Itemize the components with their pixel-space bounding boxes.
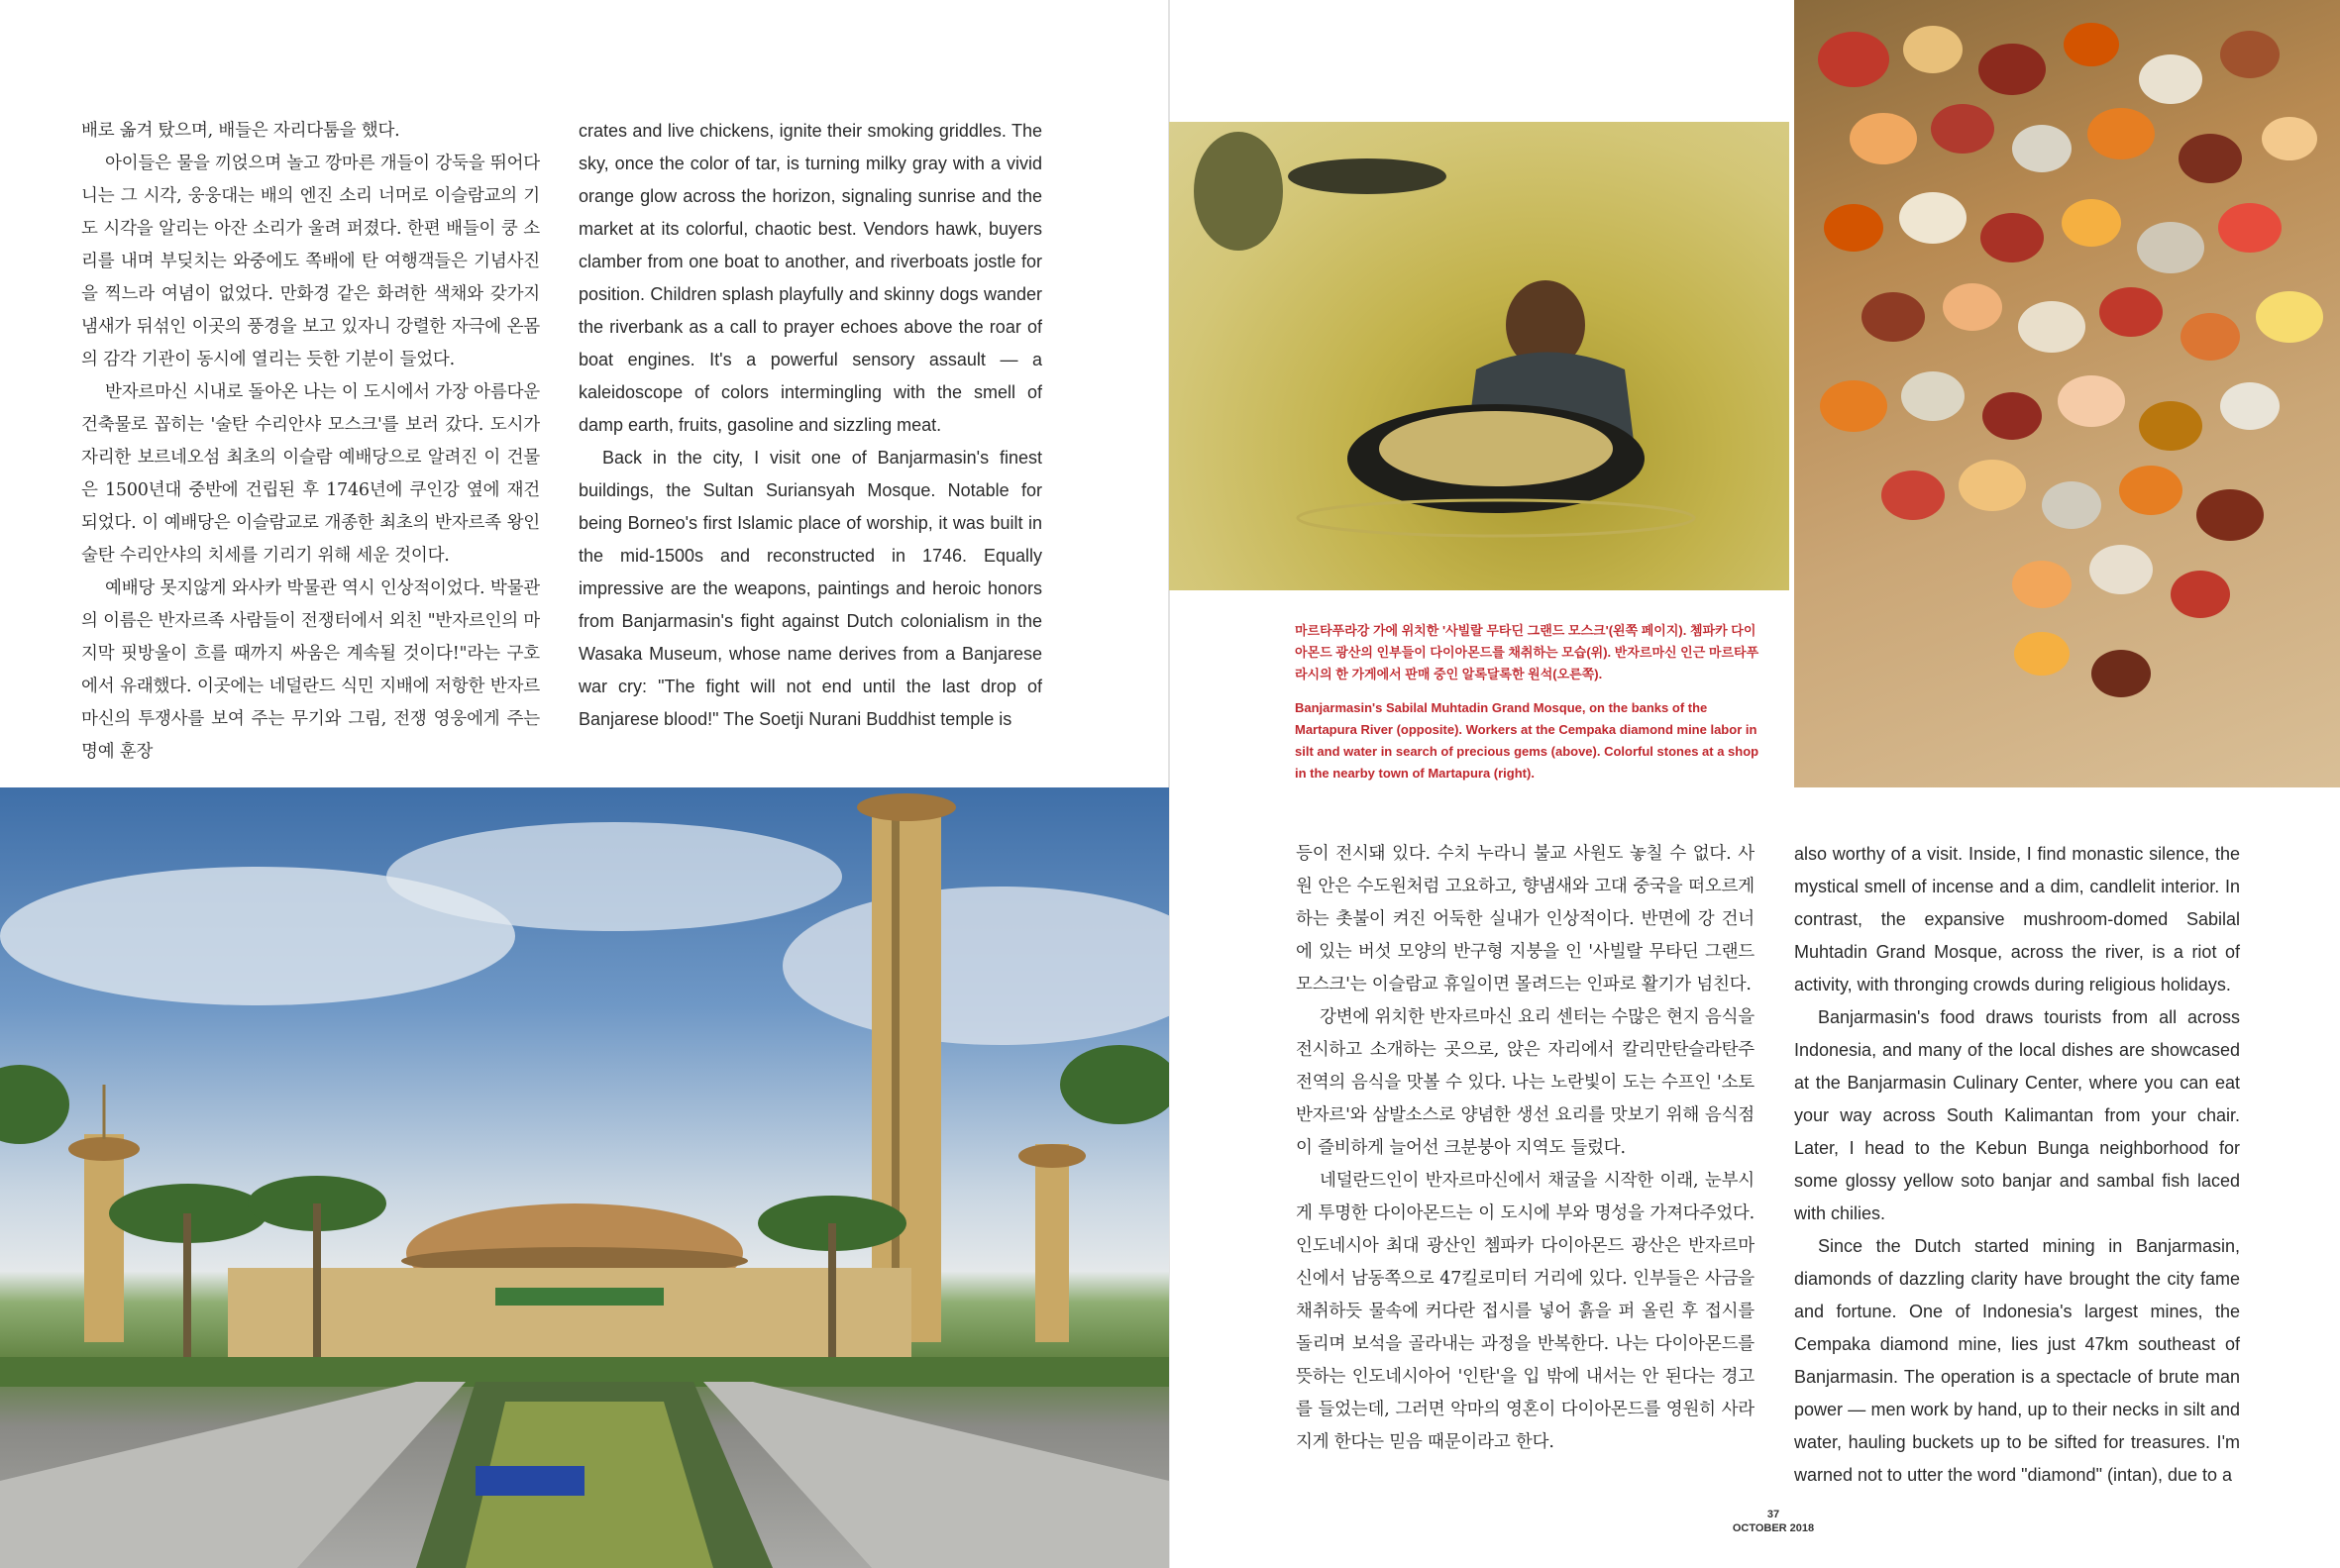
mosque-illustration xyxy=(0,787,1169,1568)
caption-korean: 마르타푸라강 가에 위치한 '사빌랄 무타딘 그랜드 모스크'(왼쪽 페이지). 쳄파카 다이아몬드 광산의 인부들이 다이아몬드를 채취하는 모습(위). 반자르마신 인근 마르타푸라시의 한 가게에서 판매 중인 알록달록한 원석(오른쪽). xyxy=(1295,623,1759,681)
left-korean-paragraph: 아이들은 물을 끼얹으며 놀고 깡마른 개들이 강둑을 뛰어다니는 그 시각, 웅웅대는 배의 엔진 소리 너머로 이슬람교의 기도 시각을 알리는 아잔 소리가 울려 퍼졌다. 한편 배들이 쿵 소리를 내며 부딪치는 와중에도 쪽배에 탄 여행객들은 기념사진을 찍느라 여념이 없었다. 만화경 같은 화려한 색채와 갖가지 냄새가 뒤섞인 이곳의 풍경을 보고 있자니 강렬한 자극에 온몸의 감각 기관이 동시에 열리는 듯한 기분이 들었다. xyxy=(81,154,540,369)
left-korean-paragraph: 예배당 못지않게 와사카 박물관 역시 인상적이었다. 박물관의 이름은 반자르족 사람들이 전쟁터에서 외친 "반자르인의 마지막 핏방울이 흐를 때까지 싸움은 계속될 것이다!"라는 구호에서 유래했다. 이곳에는 네덜란드 식민 지배에 저항한 반자르마신의 투쟁사를 보여 주는 무기와 그림, 전쟁 영웅에게 주는 명예 훈장 xyxy=(81,578,541,762)
left-korean-paragraph: 반자르마신 시내로 돌아온 나는 이 도시에서 가장 아름다운 건축물로 꼽히는 '술탄 수리안샤 모스크'를 보러 갔다. 도시가 자리한 보르네오섬 최초의 이슬람 예배당으로 알려진 이 건물은 1500년대 중반에 건립된 후 1746년에 쿠인강 옆에 재건되었다. 이 예배당은 이슬람교로 개종한 최초의 반자르족 왕인 술탄 수리안샤의 치세를 기리기 위해 세운 것이다. xyxy=(81,382,540,566)
issue-date: OCTOBER 2018 xyxy=(1732,1522,1815,1534)
page-folio xyxy=(1704,1508,1843,1535)
left-korean-paragraph: 배로 옮겨 탔으며, 배들은 자리다툼을 했다. xyxy=(81,121,400,141)
right-english-column xyxy=(1794,838,2240,1492)
right-english-paragraph: Banjarmasin's food draws tourists from all across Indonesia, and many of the local dishes are showcased at the Banjarmasin Culinary Center, where you can eat your way across South Kalimantan from your chair. Later, I head to the Kebun Bunga neighborhood for some glossy yellow soto banjar and sambal fish laced with chilies. xyxy=(1794,1007,2240,1223)
left-english-column xyxy=(579,115,1042,736)
right-korean-paragraph: 등이 전시돼 있다. 수치 누라니 불교 사원도 놓칠 수 없다. 사원 안은 수도원처럼 고요하고, 향냄새와 고대 중국을 떠오르게 하는 촛불이 켜진 어둑한 실내가 인상적이다. 반면에 강 건너에 있는 버섯 모양의 반구형 지붕을 인 '사빌랄 무타딘 그랜드 모스크'는 이슬람교 휴일이면 몰려드는 인파로 활기가 넘친다. xyxy=(1296,844,1755,994)
mosque-sign xyxy=(476,1466,585,1496)
page-number: 37 xyxy=(1766,1509,1780,1520)
right-english-paragraph: also worthy of a visit. Inside, I find monastic silence, the mystical smell of incense and a dim, candlelit interior. In contrast, the expansive mushroom-domed Sabilal Muhtadin Grand Mosque, across the river, is a riot of activity, with thronging crowds during religious holidays. xyxy=(1794,844,2240,994)
right-korean-paragraph: 강변에 위치한 반자르마신 요리 센터는 수많은 현지 음식을 전시하고 소개하는 곳으로, 앉은 자리에서 칼리만탄슬라탄주 전역의 음식을 맛볼 수 있다. 나는 노란빛이 도는 수프인 '소토 반자르'와 삼발소스로 양념한 생선 요리를 맛보기 위해 음식점이 즐비하게 늘어선 크분붕아 지역도 들렀다. xyxy=(1296,1007,1755,1158)
stones-illustration xyxy=(1794,0,2340,787)
left-english-paragraph: crates and live chickens, ignite their smoking griddles. The sky, once the color of tar, is turning milky gray with a vivid orange glow across the horizon, signaling sunrise and the market at its colorful, chaotic best. Vendors hawk, buyers clamber from one boat to another, and riverboats jostle for position. Children splash playfully and skinny dogs wander the riverbank as a call to prayer echoes above the roar of boat engines. It's a powerful sensory assault — a kaleidoscope of colors intermingling with the smell of damp earth, fruits, gasoline and sizzling meat. xyxy=(579,121,1042,435)
left-korean-column xyxy=(81,115,540,769)
right-korean-paragraph: 네덜란드인이 반자르마신에서 채굴을 시작한 이래, 눈부시게 투명한 다이아몬드는 이 도시에 부와 명성을 가져다주었다. 인도네시아 최대 광산인 쳄파카 다이아몬드 광산은 반자르마신에서 남동쪽으로 47킬로미터 거리에 있다. 인부들은 사금을 채취하듯 물속에 커다란 접시를 넣어 흙을 퍼 올린 후 접시를 돌리며 보석을 골라내는 과정을 반복한다. 나는 다이아몬드를 뜻하는 인도네시아어 '인탄'을 입 밖에 내서는 안 된다는 경고를 들었는데, 그러면 악마의 영혼이 다이아몬드를 영원히 사라지게 한다는 믿음 때문이라고 한다. xyxy=(1296,1171,1755,1452)
caption-english: Banjarmasin's Sabilal Muhtadin Grand Mosque, on the banks of the Martapura River (opposite). Workers at the Cempaka diamond mine labor in silt and water in search of precious gems (above). Colorful stones at a shop in the nearby town of Martapura (right). xyxy=(1295,700,1759,781)
right-korean-column xyxy=(1296,838,1755,1459)
left-english-paragraph: Back in the city, I visit one of Banjarmasin's finest buildings, the Sultan Suriansyah Mosque. Notable for being Borneo's first Islamic place of worship, it was built in the mid-1500s and reconstructed in 1746. Equally impressive are the weapons, paintings and heroic honors from Banjarmasin's fight against Dutch colonialism in the Wasaka Museum, whose name derives from a Banjarese war cry: "The fight will not end until the last drop of Banjarese blood!" The Soetji Nurani Buddhist temple is xyxy=(579,448,1042,729)
mosque-photo xyxy=(0,787,1169,1568)
panning-illustration xyxy=(1169,122,1789,590)
colorful-stones-photo xyxy=(1794,0,2340,787)
photo-caption xyxy=(1295,620,1760,784)
right-english-paragraph: Since the Dutch started mining in Banjarmasin, diamonds of dazzling clarity have brought the city fame and fortune. One of Indonesia's largest mines, the Cempaka diamond mine, lies just 47km southeast of Banjarmasin. The operation is a spectacle of brute man power — men work by hand, up to their necks in silt and water, hauling buckets up to be sifted for treasures. I'm warned not to utter the word "diamond" (intan), due to a xyxy=(1794,1236,2240,1485)
diamond-panning-photo xyxy=(1169,122,1789,590)
